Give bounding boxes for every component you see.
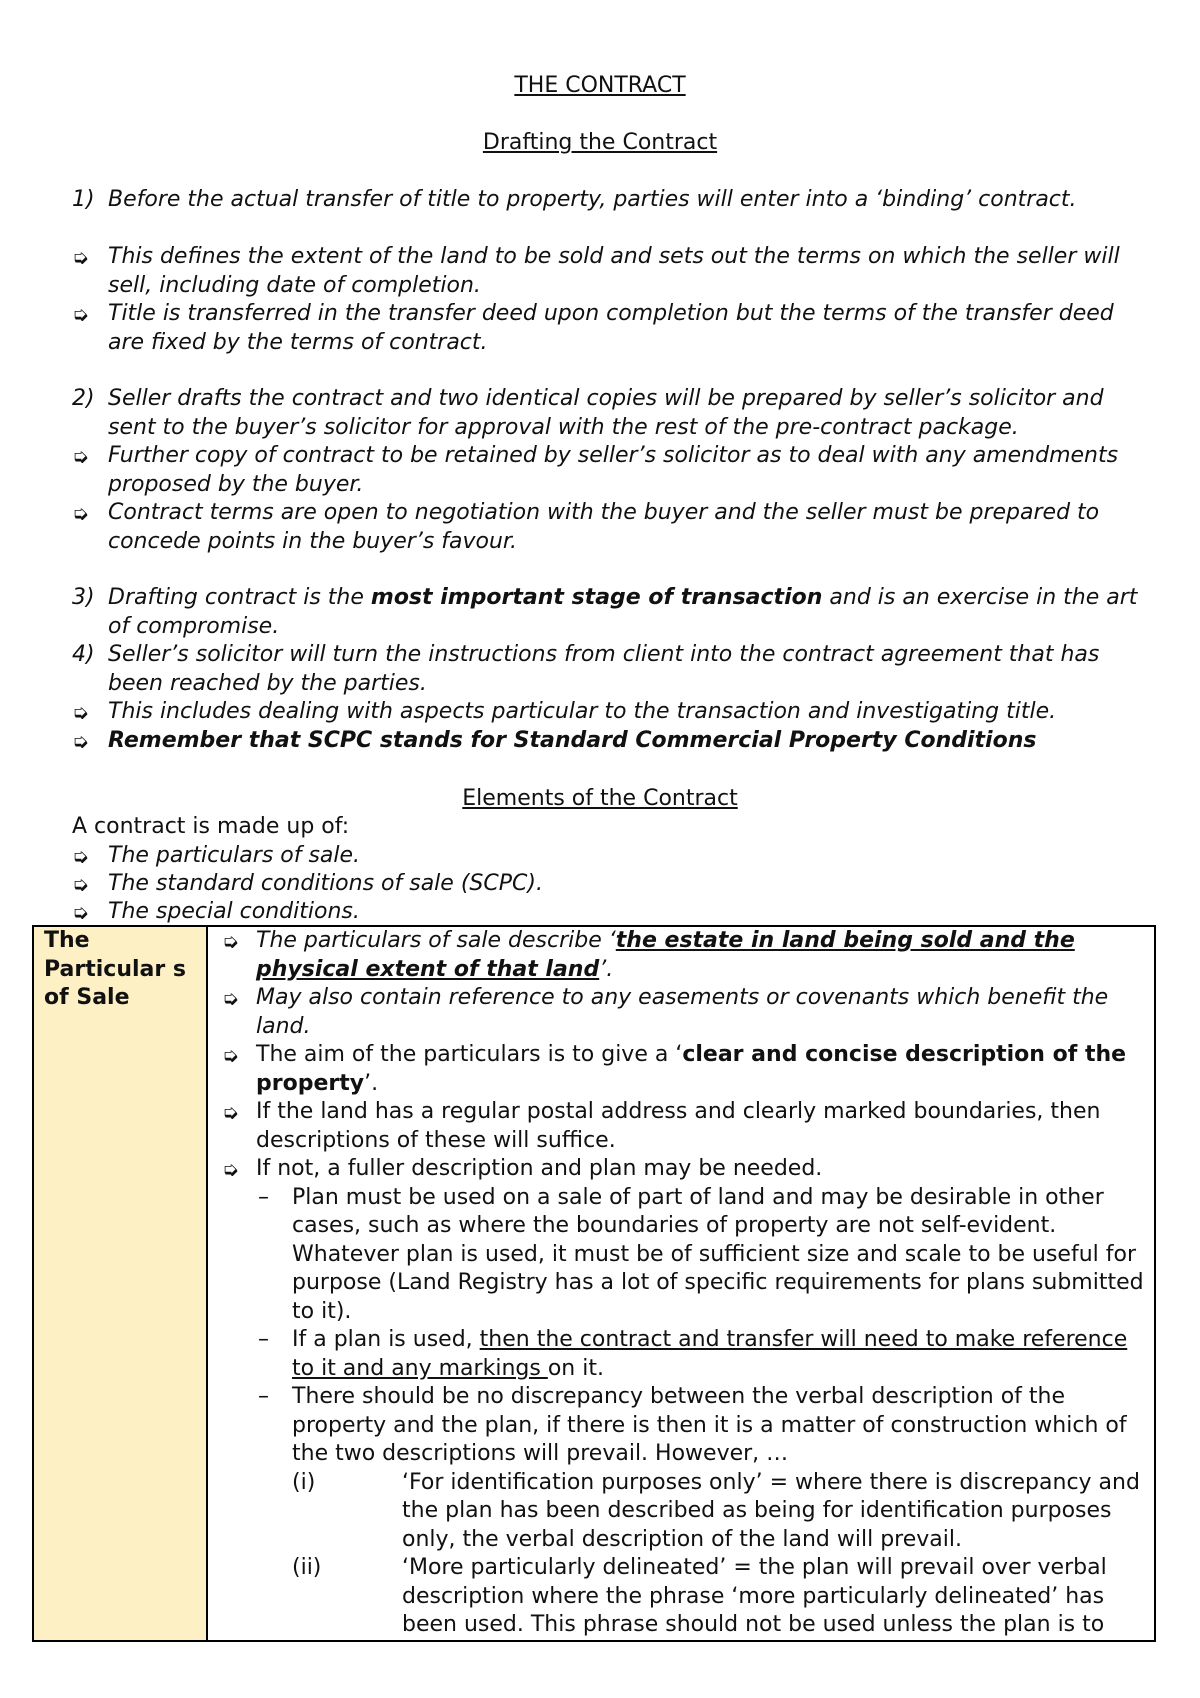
elements-item bbox=[72, 898, 1152, 927]
text-span: on it. bbox=[547, 1355, 604, 1381]
list-number: 2) bbox=[72, 386, 95, 411]
dash-item bbox=[222, 1383, 1146, 1469]
arrow-bullet-icon: ➭ bbox=[72, 729, 89, 753]
list-text: Seller drafts the contract and two identical copies will be prepared by seller’s solicitor and sent to the buyer’s solicitor for approval with the rest of the pre-contract package. bbox=[108, 386, 1104, 440]
table-row bbox=[33, 926, 1155, 1641]
bullet-item bbox=[72, 300, 1152, 357]
bullet-text: This includes dealing with aspects particular to the transaction and investigating title. bbox=[108, 699, 1057, 724]
dash-item bbox=[222, 1326, 1146, 1383]
bullet-text: The special conditions. bbox=[108, 899, 360, 924]
emphasis-text: clear and concise description of the property bbox=[256, 1042, 1127, 1096]
arrow-bullet-icon: ➭ bbox=[222, 1043, 239, 1067]
list-number: 1) bbox=[72, 187, 95, 212]
list-number: 4) bbox=[72, 642, 95, 667]
elements-item bbox=[72, 870, 1152, 899]
roman-number: (i) bbox=[292, 1469, 316, 1495]
arrow-bullet-icon: ➭ bbox=[72, 245, 89, 269]
list-item-1 bbox=[72, 186, 1152, 215]
underlined-text: then the contract and transfer will need to make reference to it and any markings bbox=[292, 1327, 1128, 1381]
arrow-bullet-icon: ➭ bbox=[72, 900, 89, 924]
dash-item bbox=[222, 1184, 1146, 1327]
bullet-item bbox=[222, 1098, 1146, 1155]
bullet-text: Further copy of contract to be retained by seller’s solicitor as to deal with any amendments proposed by the buyer. bbox=[108, 443, 1119, 497]
list-item-2 bbox=[72, 385, 1152, 442]
bullet-text bbox=[256, 1041, 1146, 1098]
dash-bullet-icon: – bbox=[258, 1327, 269, 1352]
arrow-bullet-icon: ➭ bbox=[72, 700, 89, 724]
roman-item bbox=[222, 1469, 1146, 1555]
side-label-cell bbox=[33, 926, 207, 1641]
text-span: and is an exercise in the art of compromise. bbox=[108, 585, 1138, 639]
bullet-text: Remember that SCPC stands for Standard Commercial Property Conditions bbox=[108, 728, 1037, 753]
bullet-item bbox=[222, 984, 1146, 1041]
list-text: Seller’s solicitor will turn the instructions from client into the contract agreement that has been reached by the parties. bbox=[108, 642, 1100, 696]
text-span: Drafting contract is the bbox=[108, 585, 371, 610]
text-span: ’. bbox=[364, 1070, 379, 1096]
bullet-text: If not, a fuller description and plan may be needed. bbox=[256, 1156, 823, 1181]
elements-heading: Elements of the Contract bbox=[462, 786, 738, 811]
roman-number: (ii) bbox=[292, 1555, 322, 1580]
roman-text: ‘More particularly delineated’ = the plan will prevail over verbal description where the phrase ‘more particularly delineated’ has been used. This phrase should not be used unless the plan is to bbox=[402, 1555, 1107, 1637]
side-label: The Particular s of Sale bbox=[44, 928, 186, 1010]
arrow-bullet-icon: ➭ bbox=[222, 929, 239, 953]
list-item-4 bbox=[72, 641, 1152, 698]
bullet-text: This defines the extent of the land to be sold and sets out the terms on which the seller will sell, including date of completion. bbox=[108, 244, 1120, 298]
arrow-bullet-icon: ➭ bbox=[72, 444, 89, 468]
bullet-text: The standard conditions of sale (SCPC). bbox=[108, 871, 543, 896]
bullet-item bbox=[222, 927, 1146, 984]
arrow-bullet-icon: ➭ bbox=[72, 302, 89, 326]
bullet-item bbox=[222, 1155, 1146, 1184]
dash-bullet-icon: – bbox=[258, 1184, 269, 1210]
bullet-item bbox=[72, 727, 1152, 756]
roman-item bbox=[222, 1554, 1146, 1640]
text-span: If a plan is used, bbox=[292, 1327, 480, 1352]
arrow-bullet-icon: ➭ bbox=[72, 872, 89, 896]
emphasis-text: most important stage of transaction bbox=[370, 585, 823, 610]
particulars-table bbox=[32, 925, 1156, 1642]
text-span: The aim of the particulars is to give a ‘ bbox=[256, 1042, 683, 1067]
dash-text: There should be no discrepancy between the verbal description of the property and the plan, if there is then it is a matter of construction which of the two descriptions will prevail. However, … bbox=[292, 1384, 1127, 1466]
elements-intro bbox=[72, 813, 1152, 842]
text-span: ’. bbox=[599, 956, 614, 982]
arrow-bullet-icon: ➭ bbox=[222, 1100, 239, 1124]
list-text bbox=[108, 584, 1152, 641]
bullet-item bbox=[72, 442, 1152, 499]
arrow-bullet-icon: ➭ bbox=[72, 844, 89, 868]
bullet-item bbox=[72, 499, 1152, 556]
elements-item bbox=[72, 842, 1152, 871]
dash-bullet-icon: – bbox=[258, 1384, 269, 1409]
drafting-heading: Drafting the Contract bbox=[482, 130, 718, 155]
bullet-text: If the land has a regular postal address and clearly marked boundaries, then descriptions of these will suffice. bbox=[256, 1099, 1101, 1153]
emphasis-text: the estate in land being sold and the physical extent of that land bbox=[256, 928, 1075, 982]
bullet-item bbox=[222, 1041, 1146, 1098]
intro-text: A contract is made up of: bbox=[72, 814, 350, 839]
bullet-text bbox=[256, 927, 1146, 984]
bullet-item bbox=[72, 698, 1152, 727]
arrow-bullet-icon: ➭ bbox=[222, 1157, 239, 1181]
bullet-text: Title is transferred in the transfer deed upon completion but the terms of the transfer deed are fixed by the terms of contract. bbox=[108, 301, 1114, 355]
content-cell bbox=[207, 926, 1155, 1641]
bullet-text: The particulars of sale. bbox=[108, 843, 361, 868]
text-span: The particulars of sale describe ‘ bbox=[256, 928, 616, 953]
list-item-3 bbox=[72, 584, 1152, 641]
arrow-bullet-icon: ➭ bbox=[222, 986, 239, 1010]
page-title: THE CONTRACT bbox=[514, 73, 686, 98]
list-number: 3) bbox=[72, 585, 95, 610]
roman-text: ‘For identification purposes only’ = where there is discrepancy and the plan has been described as being for identification purposes only, the verbal description of the land will prevail. bbox=[402, 1469, 1140, 1552]
bullet-text: May also contain reference to any easements or covenants which benefit the land. bbox=[256, 985, 1109, 1039]
arrow-bullet-icon: ➭ bbox=[72, 501, 89, 525]
dash-text: Plan must be used on a sale of part of land and may be desirable in other cases, such as where the boundaries of property are not self-evident. Whatever plan is used, it must be of sufficient size and scale to be useful for purpose (Land Registry has a lot of specific requirements for plans submitted to it). bbox=[292, 1184, 1144, 1324]
dash-text bbox=[292, 1326, 1146, 1383]
bullet-text: Contract terms are open to negotiation with the buyer and the seller must be prepared to concede points in the buyer’s favour. bbox=[108, 500, 1100, 554]
bullet-item bbox=[72, 243, 1152, 300]
list-text: Before the actual transfer of title to property, parties will enter into a ‘binding’ contract. bbox=[108, 187, 1077, 212]
